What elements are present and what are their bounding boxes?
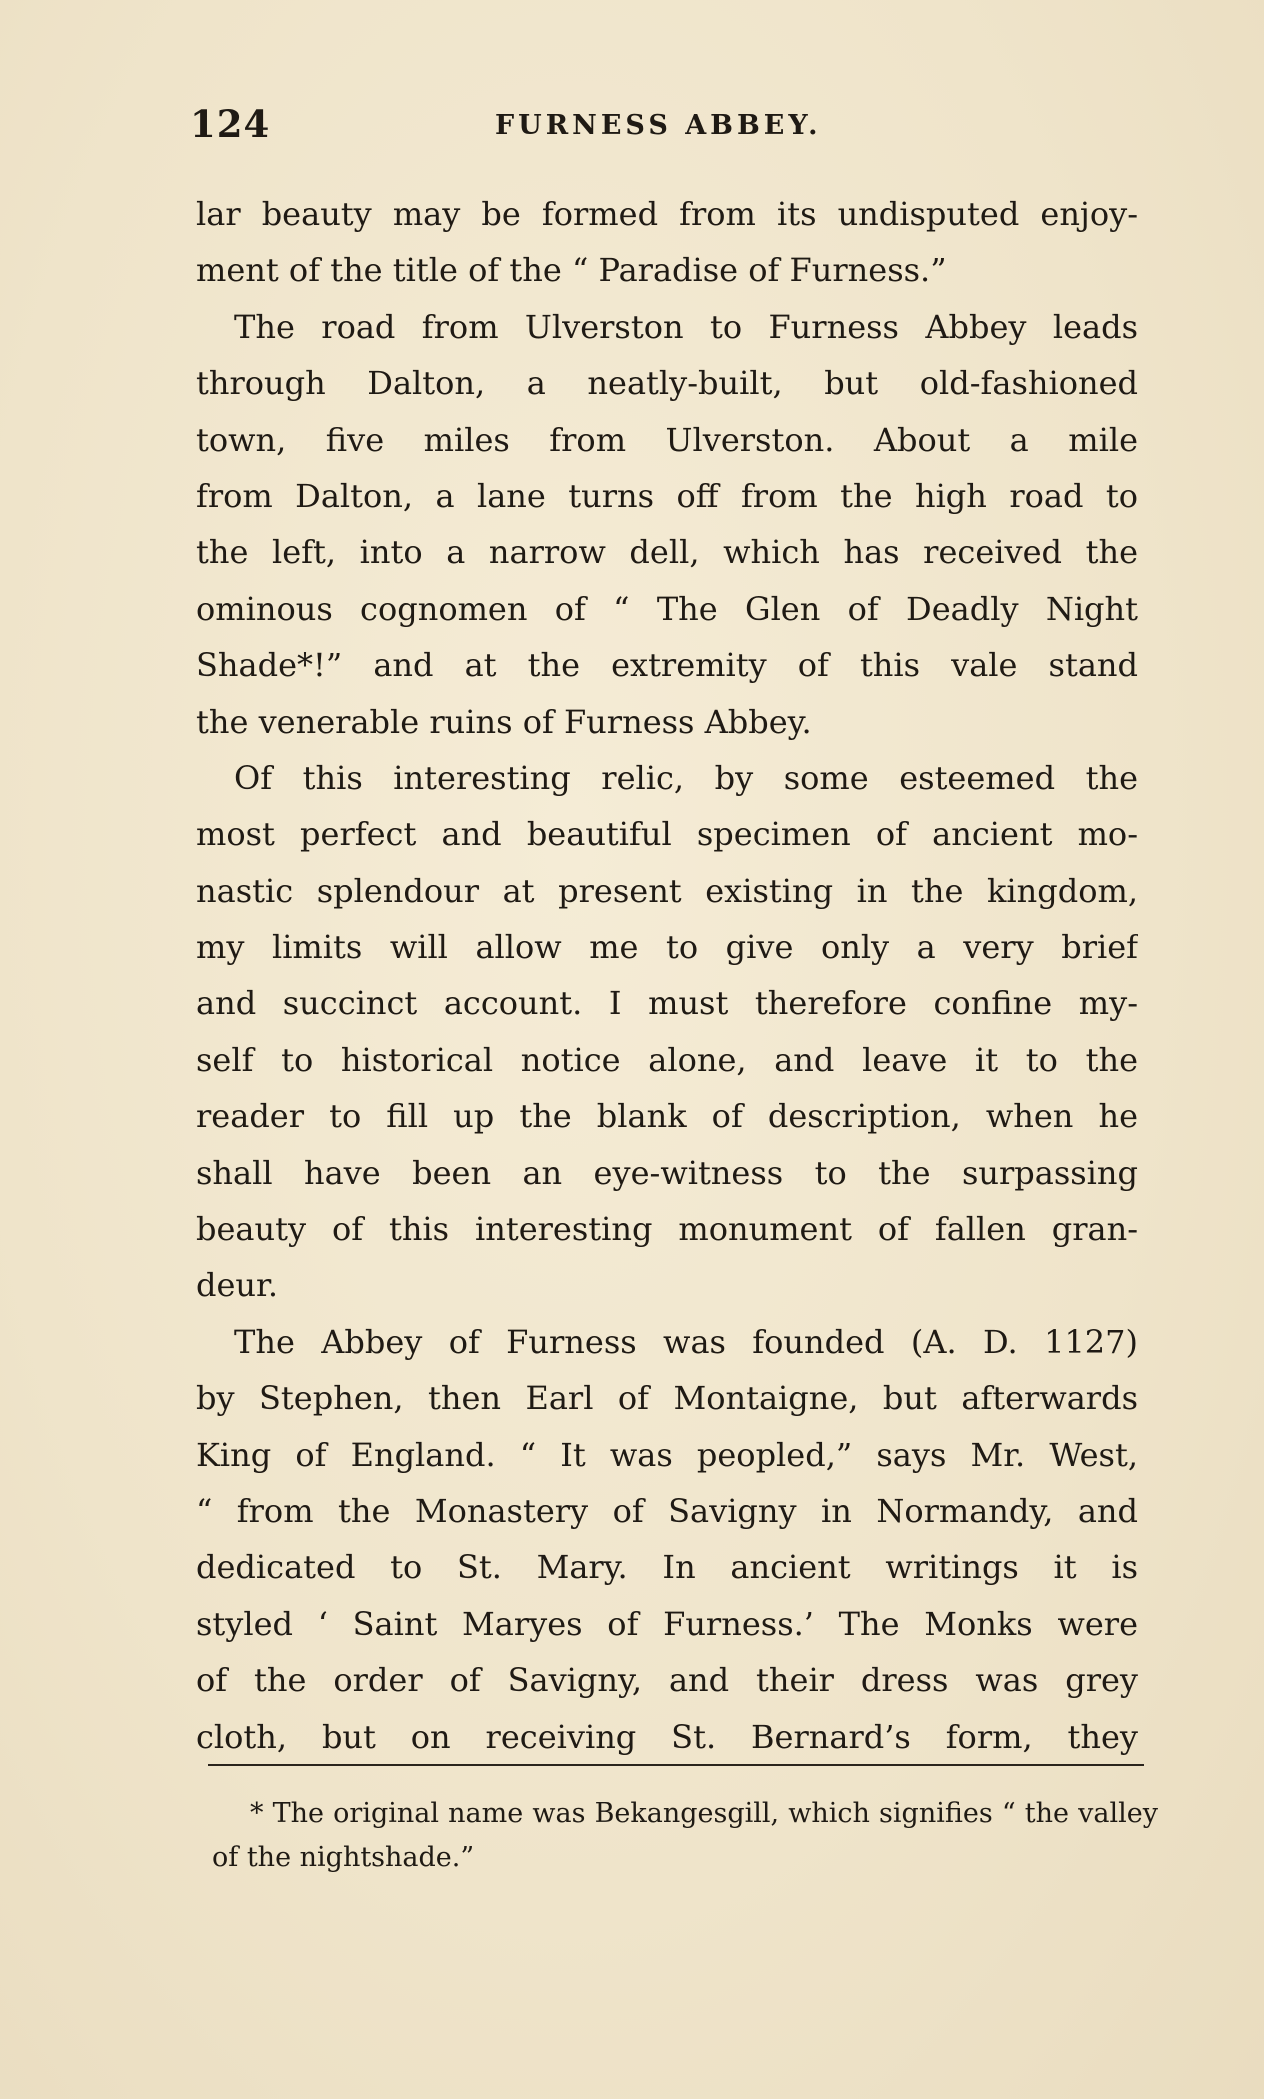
running-head: FURNESS ABBEY. bbox=[495, 110, 822, 141]
text-line: reader to fill up the blank of description, when he bbox=[196, 1097, 1138, 1136]
text-line: ment of the title of the “ Paradise of Furness.” bbox=[196, 251, 947, 290]
footnote-line: * The original name was Bekangesgill, which signifies “ the valley bbox=[250, 1798, 1158, 1829]
text-line: The Abbey of Furness was founded (A. D. 1127) bbox=[234, 1322, 1138, 1361]
body-text bbox=[196, 186, 1138, 1765]
text-line: self to historical notice alone, and leave it to the bbox=[196, 1040, 1138, 1079]
footnote-rule bbox=[208, 1764, 1144, 1766]
text-line: the left, into a narrow dell, which has received the bbox=[196, 533, 1138, 572]
text-line: Of this interesting relic, by some esteemed the bbox=[234, 758, 1138, 797]
footnote-line: of the nightshade.” bbox=[212, 1842, 475, 1873]
text-line: Shade*!” and at the extremity of this vale stand bbox=[196, 646, 1138, 685]
text-line: through Dalton, a neatly-built, but old-fashioned bbox=[196, 364, 1138, 403]
text-line: ominous cognomen of “ The Glen of Deadly Night bbox=[196, 589, 1138, 628]
text-line: and succinct account. I must therefore confine my- bbox=[196, 984, 1138, 1023]
text-line: lar beauty may be formed from its undisputed enjoy- bbox=[196, 195, 1138, 233]
text-line: nastic splendour at present existing in the kingdom, bbox=[196, 871, 1138, 910]
text-line: the venerable ruins of Furness Abbey. bbox=[196, 702, 812, 741]
text-line: “ from the Monastery of Savigny in Normandy, and bbox=[196, 1491, 1138, 1530]
text-line: dedicated to St. Mary. In ancient writings it is bbox=[196, 1548, 1138, 1587]
text-line: cloth, but on receiving St. Bernard’s form, they bbox=[196, 1717, 1138, 1756]
text-line: King of England. “ It was peopled,” says Mr. West, bbox=[196, 1435, 1138, 1474]
text-line: town, five miles from Ulverston. About a mile bbox=[196, 420, 1138, 459]
footnote bbox=[212, 1792, 1158, 1880]
text-line: styled ‘ Saint Maryes of Furness.’ The Monks were bbox=[196, 1604, 1138, 1643]
text-line: my limits will allow me to give only a very brief bbox=[196, 928, 1138, 967]
text-line: from Dalton, a lane turns off from the high road to bbox=[196, 476, 1138, 515]
text-line: most perfect and beautiful specimen of ancient mo- bbox=[196, 815, 1138, 854]
page-number: 124 bbox=[190, 102, 271, 146]
text-line: by Stephen, then Earl of Montaigne, but afterwards bbox=[196, 1379, 1138, 1418]
text-line: shall have been an eye-witness to the surpassing bbox=[196, 1153, 1138, 1192]
page-header bbox=[190, 102, 890, 152]
text-line: beauty of this interesting monument of fallen gran- bbox=[196, 1210, 1138, 1249]
text-line: deur. bbox=[196, 1266, 278, 1305]
text-line: of the order of Savigny, and their dress was grey bbox=[196, 1661, 1138, 1700]
text-line: The road from Ulverston to Furness Abbey leads bbox=[234, 307, 1138, 346]
